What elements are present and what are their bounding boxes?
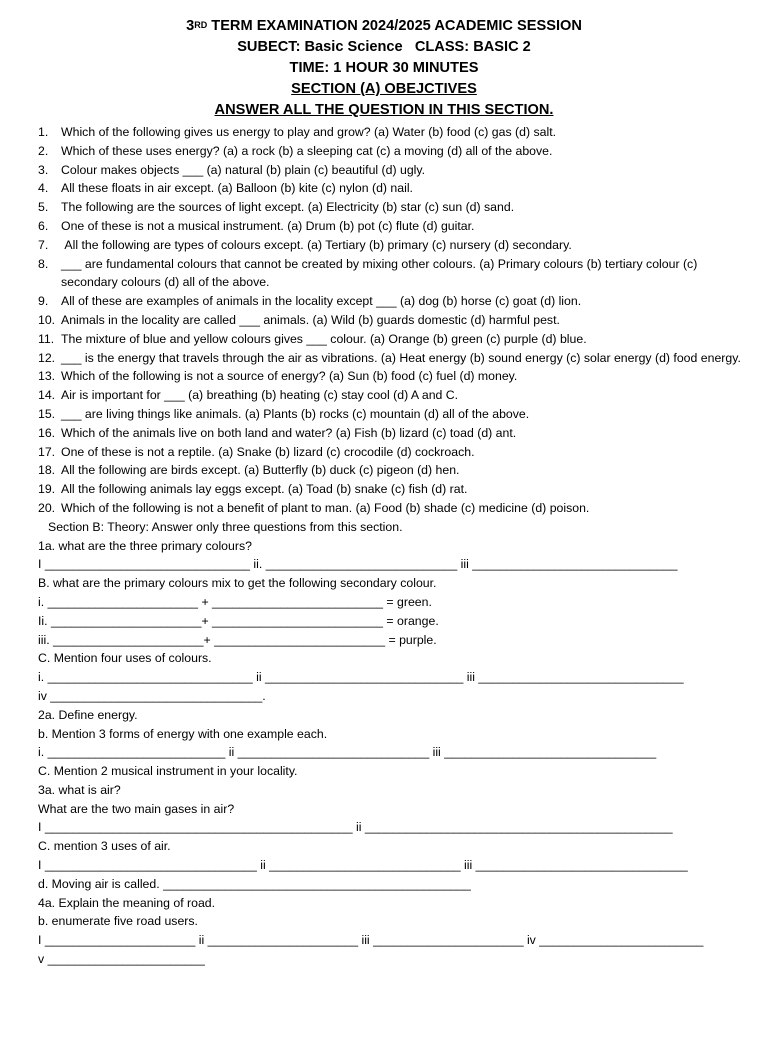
- question-number: 19.: [38, 482, 56, 497]
- objective-question: [0, 330, 768, 349]
- question-number: 14.: [38, 388, 56, 403]
- theory-line: iii. ______________________+ _________________________ = purple.: [38, 632, 437, 647]
- question-text: One of these is not a musical instrument. (a) Drum (b) pot (c) flute (d) guitar.: [61, 218, 475, 233]
- theory-line: I _____________________________________________ ii _____________________________________________: [38, 820, 673, 835]
- theory-line: Ii. ______________________+ _________________________ = orange.: [38, 613, 439, 628]
- objective-question: [0, 255, 768, 293]
- theory-questions: [0, 537, 768, 969]
- question-text: Which of the following gives us energy to play and grow? (a) Water (b) food (c) gas (d) salt.: [61, 125, 557, 139]
- objective-question: [0, 405, 768, 424]
- question-text: One of these is not a reptile. (a) Snake (b) lizard (c) crocodile (d) cockroach.: [61, 444, 475, 459]
- ordinal-superscript: RD: [194, 20, 208, 30]
- objective-question: [0, 123, 768, 142]
- time-line: TIME: 1 HOUR 30 MINUTES: [289, 60, 479, 76]
- objective-question: [0, 367, 768, 386]
- question-text: ___ are living things like animals. (a) Plants (b) rocks (c) mountain (d) all of the above.: [61, 406, 530, 421]
- theory-line: iv _______________________________.: [38, 688, 266, 703]
- question-number: 1.: [38, 125, 49, 139]
- question-text: Which of the following is not a source of energy? (a) Sun (b) food (c) fuel (d) money.: [61, 369, 518, 384]
- objective-question: [0, 311, 768, 330]
- question-number: 8.: [38, 256, 49, 271]
- theory-line: C. Mention 2 musical instrument in your locality.: [38, 764, 298, 779]
- objective-question: [0, 198, 768, 217]
- objective-question: [0, 161, 768, 180]
- section-a-title: SECTION (A) OBEJCTIVES: [291, 81, 477, 97]
- section-b-title: Section B: Theory: Answer only three questions from this section.: [48, 519, 403, 534]
- section-a-instruction: ANSWER ALL THE QUESTION IN THIS SECTION.: [214, 102, 554, 118]
- question-text: The following are the sources of light except. (a) Electricity (b) star (c) sun (d) sand.: [61, 200, 515, 215]
- question-number: 5.: [38, 200, 49, 215]
- theory-line: b. Mention 3 forms of energy with one example each.: [38, 726, 328, 741]
- question-number: 15.: [38, 406, 56, 421]
- question-number: 10.: [38, 312, 56, 327]
- question-text: Air is important for ___ (a) breathing (b) heating (c) stay cool (d) A and C.: [61, 388, 459, 403]
- objective-question: [0, 349, 768, 368]
- objective-question: [0, 443, 768, 462]
- exam-page: [0, 16, 768, 1040]
- objective-question: [0, 217, 768, 236]
- theory-line: 3a. what is air?: [38, 782, 121, 797]
- objective-question: [0, 480, 768, 499]
- question-number: 20.: [38, 500, 56, 515]
- question-number: 18.: [38, 463, 56, 478]
- question-text: Which of the animals live on both land and water? (a) Fish (b) lizard (c) toad (d) ant.: [61, 425, 517, 440]
- objective-question: [0, 499, 768, 518]
- question-text: ___ is the energy that travels through the air as vibrations. (a) Heat energy (b) sound energy (c) solar energy (d) food energy.: [61, 350, 741, 365]
- theory-line: i. __________________________ ii ____________________________ iii _______________________________: [38, 745, 657, 760]
- objective-question: [0, 386, 768, 405]
- question-number: 13.: [38, 369, 56, 384]
- theory-line: v _______________________: [38, 952, 205, 967]
- question-number: 11.: [38, 331, 55, 346]
- question-text: All these floats in air except. (a) Balloon (b) kite (c) nylon (d) nail.: [61, 181, 413, 196]
- theory-line: i. ______________________ + _________________________ = green.: [38, 594, 432, 609]
- question-number: 12.: [38, 350, 56, 365]
- question-text: All the following animals lay eggs except. (a) Toad (b) snake (c) fish (d) rat.: [61, 482, 468, 497]
- theory-line: b. enumerate five road users.: [38, 914, 198, 929]
- question-number: 17.: [38, 444, 56, 459]
- question-text: All of these are examples of animals in the locality except ___ (a) dog (b) horse (c) goat (d) lion.: [61, 294, 582, 309]
- question-text: The mixture of blue and yellow colours gives ___ colour. (a) Orange (b) green (c) purple (d) blue.: [61, 331, 587, 346]
- theory-line: C. Mention four uses of colours.: [38, 651, 212, 666]
- theory-line: What are the two main gases in air?: [38, 801, 235, 816]
- question-text: Animals in the locality are called ___ animals. (a) Wild (b) guards domestic (d) harmful pest.: [61, 312, 560, 327]
- question-number: 3.: [38, 162, 49, 177]
- theory-line: I ______________________________ ii. ____________________________ iii ______________________________: [38, 557, 678, 572]
- theory-line: I ______________________ ii ______________________ iii ______________________ iv ________________________: [38, 933, 704, 948]
- exam-title: 3RD TERM EXAMINATION 2024/2025 ACADEMIC SESSION: [186, 18, 582, 34]
- subject-class-line: SUBECT: Basic Science CLASS: BASIC 2: [237, 39, 531, 55]
- question-number: 6.: [38, 218, 49, 233]
- theory-line: 4a. Explain the meaning of road.: [38, 895, 216, 910]
- objective-question: [0, 424, 768, 443]
- question-text: Which of these uses energy? (a) a rock (b) a sleeping cat (c) a moving (d) all of the above.: [61, 143, 553, 158]
- objective-question: [0, 236, 768, 255]
- question-text: ___ are fundamental colours that cannot be created by mixing other colours. (a) Primary colours (b) tertiary colour (c) secondary colours (d) all of the above.: [61, 256, 701, 290]
- theory-line: I _______________________________ ii ____________________________ iii _______________________________: [38, 858, 688, 873]
- question-text: Colour makes objects ___ (a) natural (b) plain (c) beautiful (d) ugly.: [61, 162, 426, 177]
- theory-line: i. ______________________________ ii _____________________________ iii ______________________________: [38, 670, 684, 685]
- theory-line: 1a. what are the three primary colours?: [38, 538, 252, 553]
- question-number: 9.: [38, 294, 49, 309]
- objective-question: [0, 292, 768, 311]
- objective-questions: [0, 123, 768, 518]
- theory-line: C. mention 3 uses of air.: [38, 839, 171, 854]
- question-number: 4.: [38, 181, 49, 196]
- objective-question: [0, 461, 768, 480]
- objective-question: [0, 179, 768, 198]
- theory-line: d. Moving air is called. _____________________________________________: [38, 876, 471, 891]
- question-text: All the following are birds except. (a) Butterfly (b) duck (c) pigeon (d) hen.: [61, 463, 460, 478]
- question-text: Which of the following is not a benefit of plant to man. (a) Food (b) shade (c) medicine (d) poison.: [61, 500, 590, 515]
- question-text: All the following are types of colours except. (a) Tertiary (b) primary (c) nursery (d) secondary.: [61, 237, 572, 252]
- theory-line: B. what are the primary colours mix to get the following secondary colour.: [38, 576, 437, 591]
- question-number: 16.: [38, 425, 56, 440]
- question-number: 2.: [38, 143, 49, 158]
- theory-line: 2a. Define energy.: [38, 707, 138, 722]
- objective-question: [0, 142, 768, 161]
- question-number: 7.: [38, 237, 49, 252]
